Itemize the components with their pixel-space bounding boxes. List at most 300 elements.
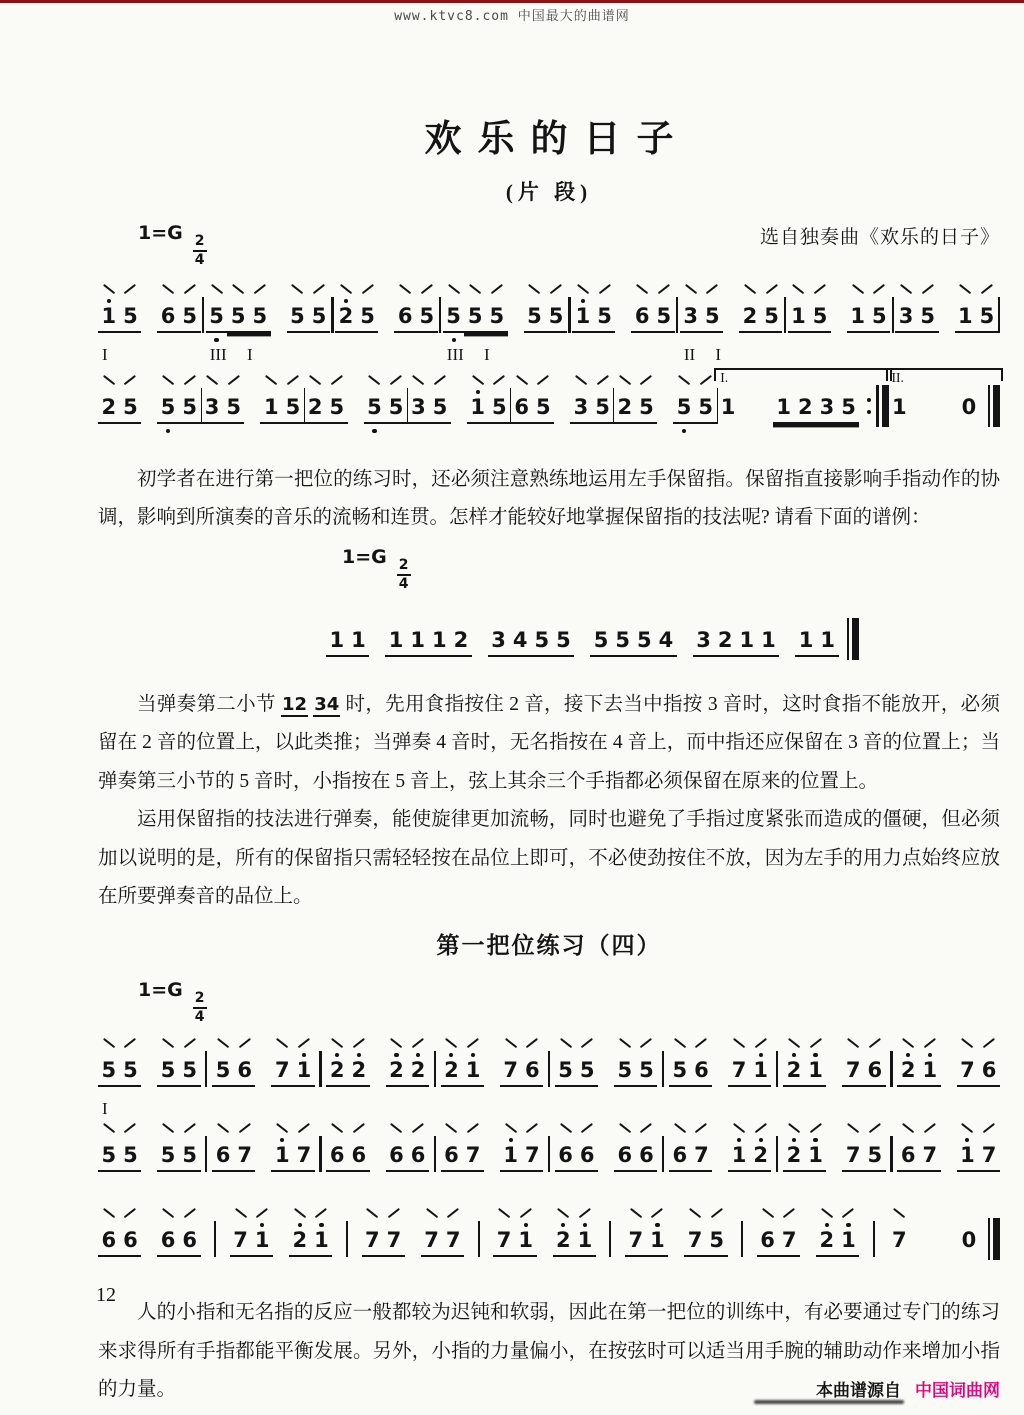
octave-dot-above	[978, 1136, 1000, 1143]
note	[348, 1120, 370, 1181]
note-group	[897, 1035, 940, 1096]
note	[897, 1120, 919, 1181]
octave-dot-below	[842, 1087, 864, 1096]
stroke-placeholder	[655, 605, 677, 621]
note-digit: 6	[691, 1058, 713, 1087]
octave-dot-above	[532, 388, 554, 395]
note-digit: 2	[553, 1228, 575, 1257]
note	[293, 1120, 315, 1181]
note	[201, 372, 223, 433]
note	[326, 1120, 348, 1181]
octave-dot-above	[706, 1221, 728, 1228]
note	[223, 372, 245, 433]
octave-dot-above	[385, 388, 407, 395]
note-group	[271, 1120, 314, 1181]
tiao-stroke-icon	[120, 372, 142, 388]
note-digit: 5	[486, 304, 508, 333]
octave-dot-above	[462, 1051, 484, 1058]
octave-dot-above	[714, 621, 736, 628]
tiao-stroke-icon	[326, 372, 348, 388]
octave-dot-above	[260, 388, 282, 395]
note	[212, 1035, 234, 1096]
note-group	[230, 1205, 273, 1266]
note-digit: 0	[961, 394, 977, 419]
paragraph-text: 时，先用食指按住 2 音，接下去当中指按 3 音时，这时食指不能放开，必须留在 2 音的位置上，以此类推；当弹奏 4 音时，无名指按在 4 音上，而中指还应保留在 3 音的位置上；当弹奏第三小节的 5 音时，小指按在 5 音上，弦上其余三个手指都必须保留在原来的位置上。	[98, 693, 1000, 792]
barline	[434, 1136, 436, 1172]
barline	[205, 1051, 207, 1087]
note-digit: 5	[524, 304, 546, 333]
stroke-placeholder	[612, 605, 634, 621]
note-group	[524, 281, 567, 342]
octave-dot-below	[249, 333, 271, 342]
note-group	[957, 1120, 1000, 1181]
measure-notes	[669, 1035, 772, 1096]
tiao-stroke-icon	[919, 1035, 941, 1051]
octave-dot-above	[693, 621, 715, 628]
octave-dot-below	[631, 333, 653, 342]
note	[486, 281, 508, 342]
measure	[493, 1205, 596, 1266]
octave-dot-below	[889, 1255, 911, 1264]
note-group	[634, 605, 677, 666]
octave-dot-below	[293, 1087, 315, 1096]
note	[157, 1120, 179, 1181]
octave-dot-above	[531, 621, 553, 628]
stroke-placeholder	[714, 605, 736, 621]
note	[889, 1205, 911, 1264]
octave-dot-below	[386, 1172, 408, 1181]
octave-dot-below	[227, 333, 249, 342]
tan-stroke-icon	[386, 1120, 408, 1136]
stroke-placeholder	[407, 605, 429, 621]
tan-stroke-icon	[98, 1120, 120, 1136]
octave-dot-below	[592, 424, 614, 433]
note-group	[631, 281, 674, 342]
note-group	[98, 1035, 141, 1096]
octave-dot-below	[817, 657, 839, 666]
octave-dot-above	[348, 621, 370, 628]
octave-dot-below	[157, 1172, 179, 1181]
meter-denominator: 4	[398, 576, 409, 593]
octave-dot-above	[304, 388, 326, 395]
note-group	[326, 1035, 369, 1096]
octave-dot-above	[655, 621, 677, 628]
octave-dot-above	[120, 297, 142, 304]
note	[120, 1035, 142, 1096]
note-digit: 2	[335, 304, 357, 333]
octave-dot-above	[407, 1051, 429, 1058]
note	[462, 1035, 484, 1096]
note-group	[897, 1120, 940, 1181]
tiao-stroke-icon	[545, 281, 567, 297]
octave-dot-above	[794, 388, 816, 395]
note-digit: 1	[758, 628, 780, 657]
ending-label: I.	[720, 369, 729, 385]
meter-denominator: 4	[194, 1009, 205, 1026]
octave-dot-below	[157, 1087, 179, 1096]
note-digit: 2	[714, 628, 736, 657]
note	[838, 372, 860, 433]
measure	[98, 1035, 201, 1119]
note-group	[614, 372, 657, 433]
note	[524, 281, 546, 342]
octave-dot-below	[614, 1172, 636, 1181]
note	[816, 1205, 838, 1266]
tiao-stroke-icon	[868, 281, 890, 297]
note	[636, 1120, 658, 1181]
note-digit: 4	[655, 628, 677, 657]
barline	[662, 1136, 664, 1172]
octave-dot-above	[695, 388, 717, 395]
note-digit: 7	[362, 1228, 384, 1257]
note-digit: 7	[230, 1228, 252, 1257]
barline	[890, 1136, 892, 1172]
octave-dot-below	[348, 1172, 370, 1181]
octave-dot-below	[590, 657, 612, 666]
measure-notes	[895, 281, 998, 342]
octave-dot-above	[364, 388, 386, 395]
octave-dot-below	[701, 333, 723, 342]
octave-dot-below	[98, 1087, 120, 1096]
note	[251, 1205, 273, 1266]
note-digit: 2	[326, 1058, 348, 1087]
note-digit: 5	[612, 628, 634, 657]
octave-dot-below	[234, 1087, 256, 1096]
stroke-placeholder	[488, 605, 510, 621]
octave-dot-above	[897, 1136, 919, 1143]
measure-notes	[98, 1205, 201, 1266]
note	[515, 1205, 537, 1266]
barline	[998, 297, 1000, 333]
song-subtitle: (片 段)	[505, 180, 593, 204]
tiao-stroke-icon	[805, 1120, 827, 1136]
note	[511, 372, 533, 433]
octave-dot-above	[631, 297, 653, 304]
octave-dot-below	[842, 1172, 864, 1181]
stroke-placeholder	[553, 605, 575, 621]
octave-dot-below	[416, 333, 438, 342]
measure	[895, 281, 1000, 342]
note-digit: 7	[625, 1228, 647, 1257]
octave-dot-above	[761, 297, 783, 304]
note	[955, 281, 977, 342]
note-digit: 3	[408, 395, 430, 424]
tan-stroke-icon	[897, 1035, 919, 1051]
tiao-stroke-icon	[488, 372, 510, 388]
tiao-stroke-icon	[293, 1120, 315, 1136]
octave-dot-below	[500, 1172, 522, 1181]
barline	[478, 1221, 480, 1257]
tiao-stroke-icon	[761, 281, 783, 297]
note	[157, 1205, 179, 1266]
note-digit: 2	[794, 395, 816, 424]
note-digit: 5	[636, 395, 658, 424]
note-digit: 5	[545, 304, 567, 333]
measure-notes	[408, 372, 511, 433]
note	[441, 1035, 463, 1096]
note-digit: 1	[720, 394, 736, 419]
octave-dot-above	[157, 1136, 179, 1143]
octave-dot-above	[223, 388, 245, 395]
page-number: 12	[96, 1284, 116, 1306]
note-group	[958, 1205, 980, 1264]
octave-dot-below	[98, 1172, 120, 1181]
measure-notes	[429, 605, 532, 666]
octave-dot-below	[364, 424, 386, 433]
note-digit: 5	[532, 395, 554, 424]
note	[655, 605, 677, 666]
note-digit: 1	[515, 1228, 537, 1257]
octave-dot-below	[897, 1172, 919, 1181]
stroke-placeholder	[758, 605, 780, 621]
note-group	[728, 1035, 771, 1096]
note-digit: 5	[120, 1058, 142, 1087]
tiao-stroke-icon	[691, 1120, 713, 1136]
note-group	[895, 281, 938, 342]
song-score-line-2	[98, 369, 1000, 433]
meter-numerator: 2	[193, 991, 207, 1009]
octave-dot-above	[691, 1136, 713, 1143]
octave-dot-below	[895, 333, 917, 342]
octave-dot-above	[386, 1136, 408, 1143]
octave-dot-below	[407, 1087, 429, 1096]
note-digit: 5	[701, 304, 723, 333]
note-digit: 2	[348, 1058, 370, 1087]
note	[532, 372, 554, 433]
barline	[319, 1136, 321, 1172]
octave-dot-below	[919, 1087, 941, 1096]
measure-notes	[680, 281, 783, 342]
tiao-stroke-icon	[462, 1120, 484, 1136]
note-group	[271, 1035, 314, 1096]
note	[576, 1035, 598, 1096]
note	[98, 372, 120, 433]
octave-dot-below	[179, 333, 201, 342]
octave-dot-below	[462, 1172, 484, 1181]
octave-dot-below	[486, 333, 508, 342]
note-digit: 2	[450, 628, 472, 657]
note-digit: 2	[304, 395, 326, 424]
note	[326, 372, 348, 433]
note	[98, 281, 120, 342]
octave-dot-below	[271, 1172, 293, 1181]
note-digit: 1	[574, 1228, 596, 1257]
octave-dot-below	[816, 424, 838, 433]
page-top-edge-bar	[0, 0, 1024, 3]
measure-notes	[335, 281, 438, 342]
note-digit: 1	[817, 628, 839, 657]
octave-dot-below	[362, 1257, 384, 1266]
octave-dot-below	[532, 424, 554, 433]
note	[362, 1205, 384, 1266]
tan-stroke-icon	[157, 1035, 179, 1051]
octave-dot-above	[576, 1051, 598, 1058]
octave-dot-below	[594, 333, 616, 342]
note-digit: 1	[847, 304, 869, 333]
octave-dot-below	[311, 1257, 333, 1266]
measure	[304, 372, 407, 433]
tan-stroke-icon	[441, 1120, 463, 1136]
note-group	[289, 1205, 332, 1266]
note-group	[783, 1120, 826, 1181]
note-digit: 7	[383, 1228, 405, 1257]
octave-dot-below	[706, 1257, 728, 1266]
note	[357, 281, 379, 342]
tan-stroke-icon	[364, 372, 386, 388]
note-group	[212, 1120, 255, 1181]
note	[545, 281, 567, 342]
note-digit: 6	[864, 1058, 886, 1087]
barline	[741, 1221, 743, 1257]
measure-notes	[572, 281, 675, 342]
tan-stroke-icon	[157, 281, 179, 297]
note-group	[429, 605, 472, 666]
note-digit: 6	[179, 1228, 201, 1257]
measure-notes	[783, 1035, 886, 1096]
octave-dot-below	[326, 424, 348, 433]
inline-notation: 34	[314, 693, 340, 715]
octave-dot-below	[348, 1087, 370, 1096]
octave-dot-below	[761, 333, 783, 342]
octave-dot-above	[157, 1051, 179, 1058]
measure-notes	[98, 1035, 201, 1096]
measure-notes	[757, 1205, 860, 1266]
note-digit: 6	[441, 1143, 463, 1172]
octave-dot-above	[625, 1221, 647, 1228]
octave-dot-below	[805, 1172, 827, 1181]
note-group	[555, 1120, 598, 1181]
tan-stroke-icon	[201, 372, 223, 388]
octave-dot-below	[669, 1172, 691, 1181]
note-digit: 3	[570, 395, 592, 424]
tan-stroke-icon	[897, 1120, 919, 1136]
note-digit: 3	[201, 395, 223, 424]
stroke-placeholder	[326, 605, 348, 621]
tan-stroke-icon	[443, 281, 465, 297]
tan-stroke-icon	[230, 1205, 252, 1221]
note	[673, 372, 695, 433]
note	[555, 1035, 577, 1096]
note-group	[206, 281, 271, 342]
octave-dot-below	[293, 1172, 315, 1181]
note	[631, 281, 653, 342]
tiao-stroke-icon	[308, 281, 330, 297]
note	[625, 1205, 647, 1266]
note	[120, 1205, 142, 1266]
tan-stroke-icon	[955, 281, 977, 297]
measure	[335, 281, 438, 342]
note	[895, 281, 917, 342]
note-group	[212, 1035, 255, 1096]
note	[864, 1120, 886, 1181]
note-digit: 7	[493, 1228, 515, 1257]
tan-stroke-icon	[493, 1205, 515, 1221]
octave-dot-above	[889, 1221, 911, 1228]
position-mark: I	[102, 1099, 108, 1119]
tan-stroke-icon	[570, 372, 592, 388]
note	[919, 1035, 941, 1096]
octave-dot-above	[919, 1051, 941, 1058]
octave-dot-above	[120, 1136, 142, 1143]
octave-dot-below	[693, 657, 715, 666]
octave-dot-above	[249, 297, 271, 304]
measure-notes	[889, 1205, 980, 1264]
tan-stroke-icon	[287, 281, 309, 297]
note-digit: 7	[462, 1143, 484, 1172]
measure-notes	[304, 372, 407, 433]
note	[691, 1035, 713, 1096]
measure	[98, 281, 201, 364]
note	[179, 372, 201, 433]
note-digit: 0	[961, 1228, 977, 1253]
octave-dot-above	[157, 1221, 179, 1228]
note	[157, 281, 179, 342]
note-digit: 5	[864, 1143, 886, 1172]
octave-dot-below	[695, 424, 717, 433]
octave-dot-below	[421, 1257, 443, 1266]
octave-dot-below	[326, 1172, 348, 1181]
note	[271, 1035, 293, 1096]
measure	[717, 369, 888, 433]
note-group	[673, 372, 716, 433]
octave-dot-above	[739, 297, 761, 304]
tan-stroke-icon	[260, 372, 282, 388]
note-digit: 2	[739, 304, 761, 333]
octave-dot-above	[230, 1221, 252, 1228]
note	[408, 372, 430, 433]
tiao-stroke-icon	[407, 1035, 429, 1051]
tan-stroke-icon	[98, 372, 120, 388]
tan-stroke-icon	[394, 281, 416, 297]
octave-dot-above	[98, 1051, 120, 1058]
note	[509, 605, 531, 666]
octave-dot-above	[524, 297, 546, 304]
octave-dot-above	[897, 1051, 919, 1058]
tan-stroke-icon	[680, 281, 702, 297]
note	[206, 281, 228, 342]
octave-dot-below	[955, 333, 977, 342]
note-digit: 5	[553, 628, 575, 657]
octave-dot-below	[897, 1087, 919, 1096]
stroke-placeholder	[590, 605, 612, 621]
tiao-stroke-icon	[179, 1205, 201, 1221]
octave-dot-below	[773, 424, 795, 433]
tiao-stroke-icon	[357, 281, 379, 297]
octave-dot-above	[179, 388, 201, 395]
octave-dot-above	[157, 297, 179, 304]
note	[958, 1205, 980, 1264]
measure	[680, 281, 783, 364]
octave-dot-above	[335, 297, 357, 304]
note	[864, 1035, 886, 1096]
octave-dot-below	[201, 424, 223, 433]
note	[443, 281, 465, 342]
tiao-stroke-icon	[809, 281, 831, 297]
octave-dot-below	[957, 1172, 979, 1181]
tan-stroke-icon	[441, 1035, 463, 1051]
note	[653, 281, 675, 342]
note	[120, 372, 142, 433]
barline	[548, 1136, 550, 1172]
note	[919, 1120, 941, 1181]
note-group	[335, 281, 378, 342]
note-digit: 1	[467, 395, 489, 424]
note-digit: 1	[348, 628, 370, 657]
octave-dot-below	[179, 1172, 201, 1181]
note-digit: 6	[157, 304, 179, 333]
note-digit: 7	[919, 1143, 941, 1172]
measure	[783, 1035, 886, 1096]
